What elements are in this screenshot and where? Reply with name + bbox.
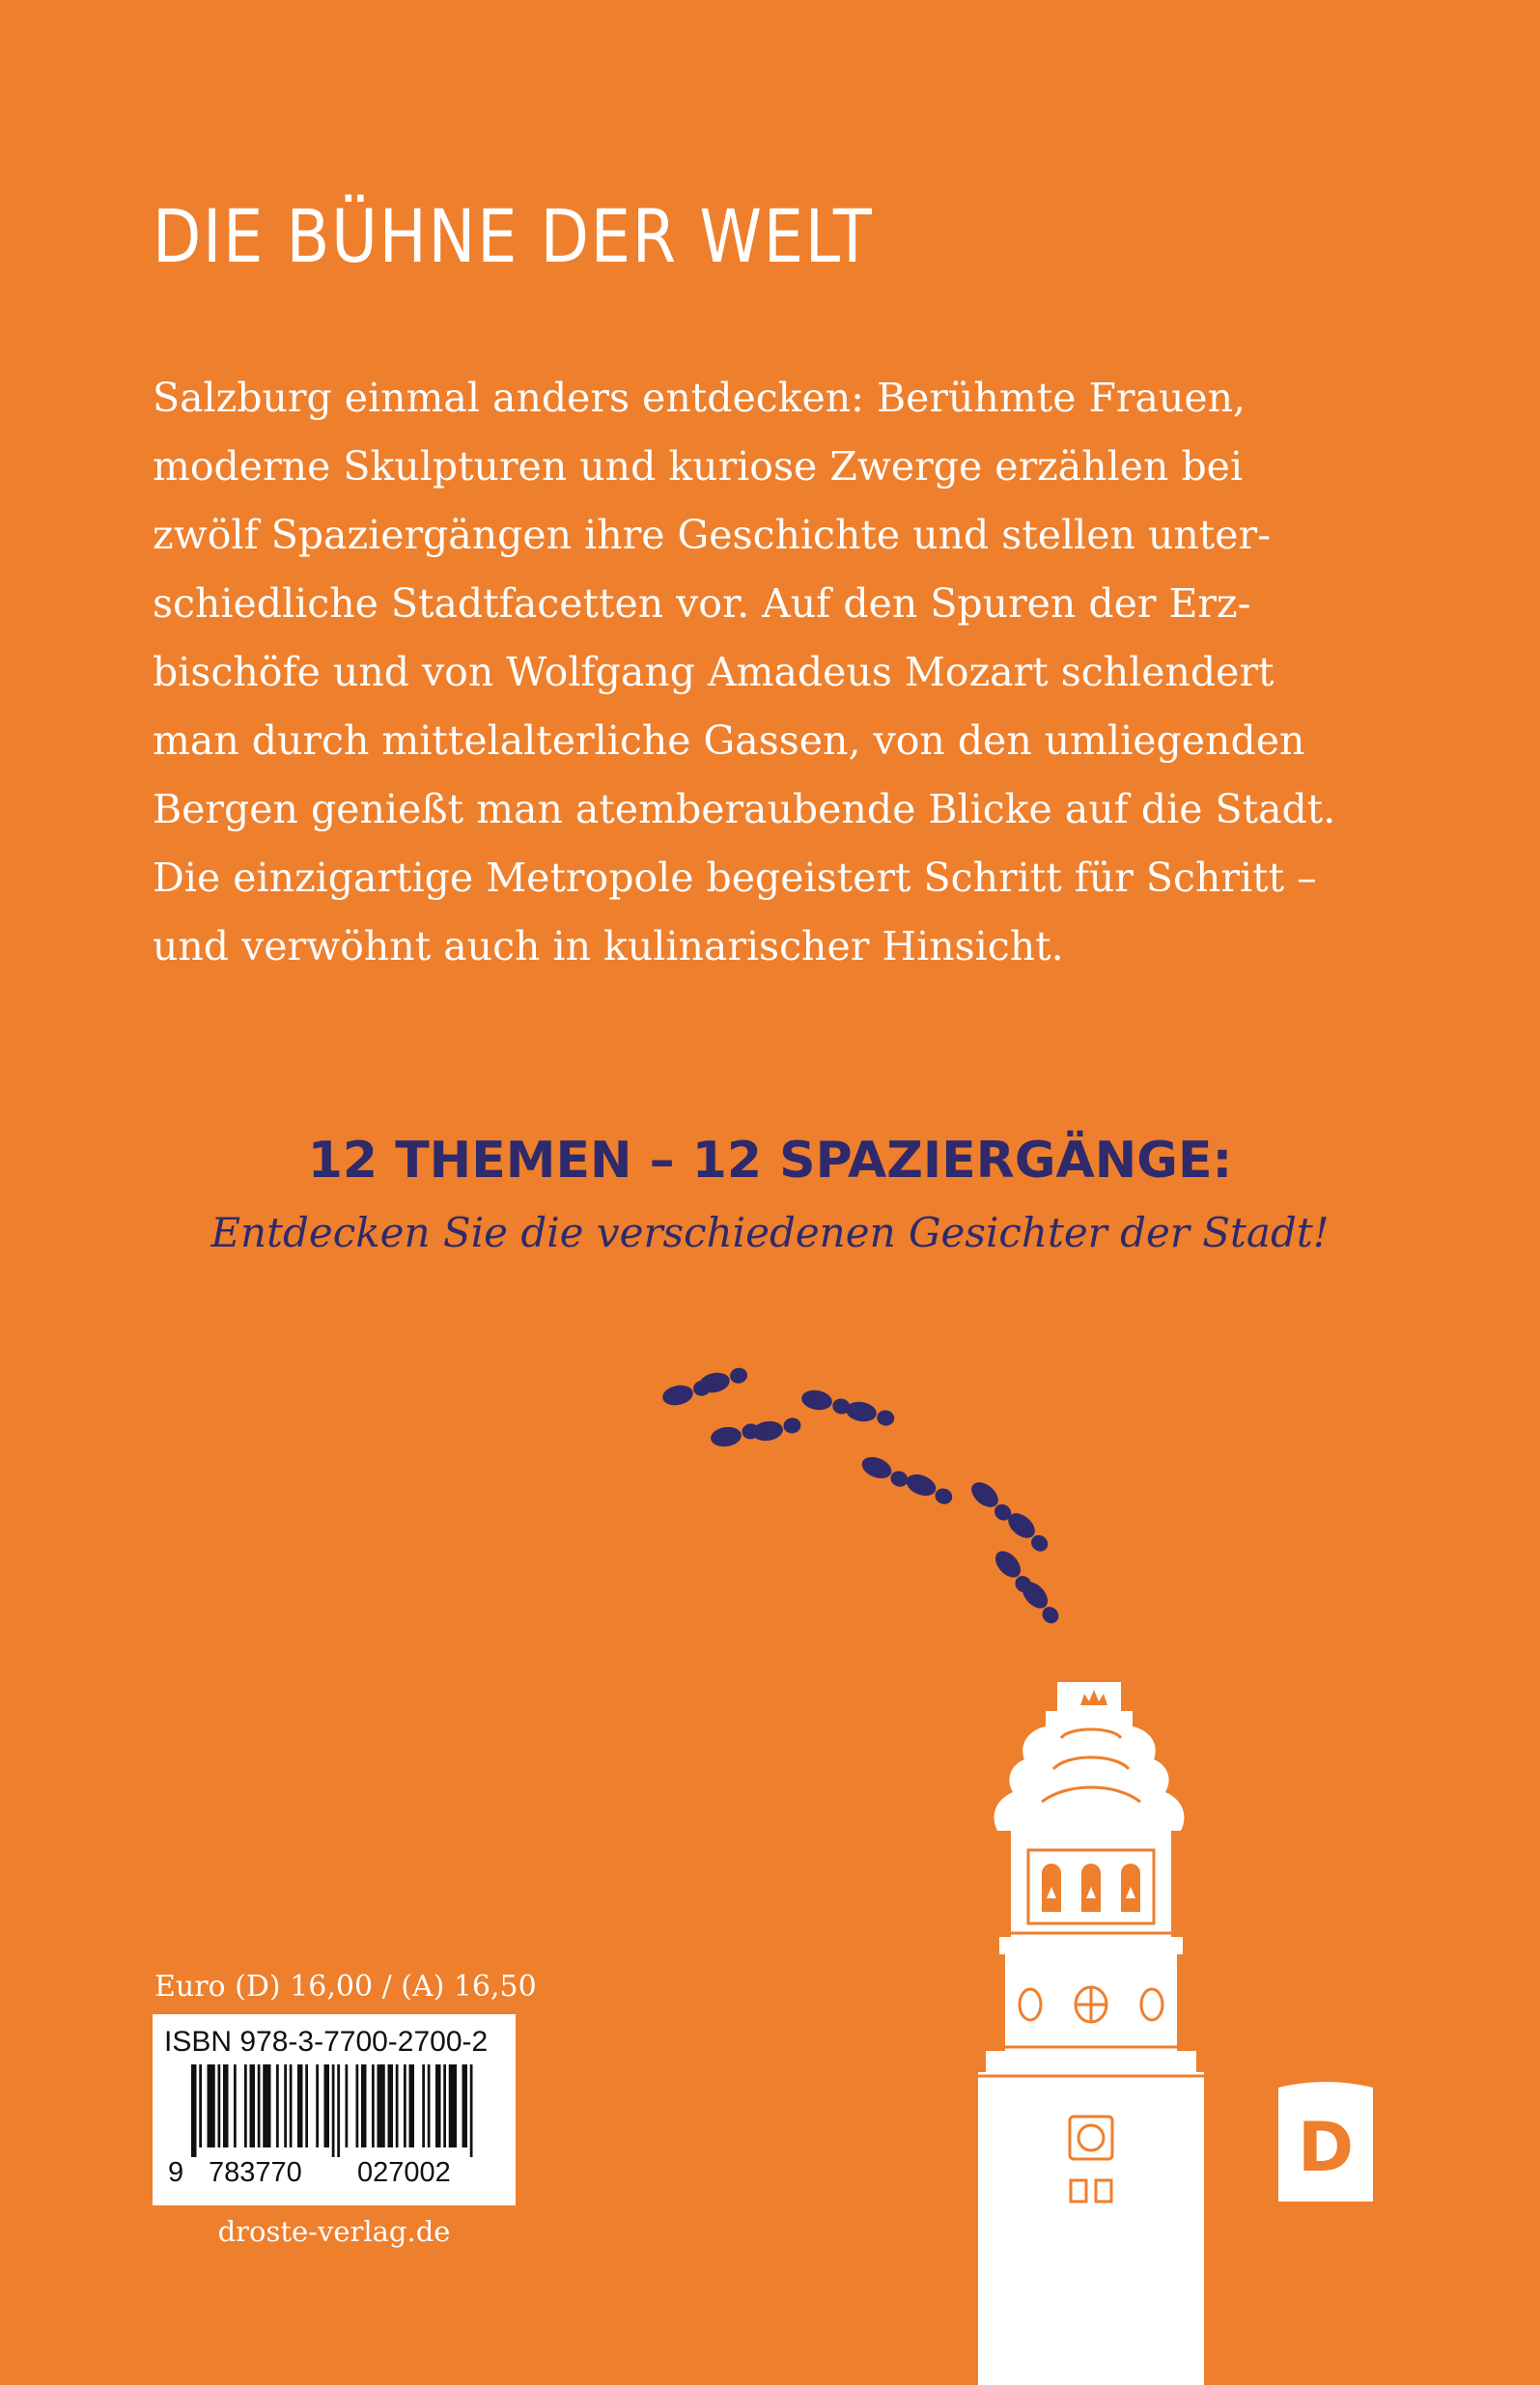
barcode-bar — [284, 2064, 287, 2147]
blurb-line: moderne Skulpturen und kuriose Zwerge erzählen bei — [153, 443, 1244, 490]
blurb-line: schiedliche Stadtfacetten vor. Auf den Spuren der Erz- — [153, 580, 1251, 627]
barcode-bar — [346, 2064, 349, 2147]
barcode-bar — [208, 2064, 215, 2147]
barcode-bar — [324, 2064, 330, 2147]
barcode-bar — [199, 2064, 202, 2147]
blurb-line: und verwöhnt auch in kulinarischer Hinsicht. — [153, 923, 1064, 969]
barcode-bar — [258, 2064, 261, 2147]
publisher-logo-icon — [1278, 2076, 1373, 2202]
barcode-bar — [372, 2064, 375, 2147]
barcode-bar — [297, 2064, 303, 2147]
price-label: Euro (D) 16,00 / (A) 16,50 — [154, 1970, 537, 2004]
blurb-line: bischöfe und von Wolfgang Amadeus Mozart schlendert — [153, 649, 1274, 695]
blurb — [153, 364, 1524, 981]
barcode-bar — [337, 2064, 340, 2157]
barcode-bar — [276, 2064, 279, 2147]
barcode-bar — [388, 2064, 394, 2147]
isbn-number: ISBN 978-3-7700-2700-2 — [164, 2026, 489, 2058]
barcode-bar — [435, 2064, 441, 2147]
barcode-bar — [449, 2064, 457, 2147]
barcode-digits — [153, 2157, 516, 2196]
barcode-bar — [332, 2064, 335, 2157]
barcode-bar — [396, 2064, 399, 2147]
barcode-first-digit: 9 — [168, 2157, 184, 2188]
barcode-bar — [404, 2064, 406, 2147]
barcode-bar — [356, 2064, 359, 2147]
barcode-left-group: 783770 — [209, 2157, 302, 2188]
blurb-line: Die einzigartige Metropole begeistert Schritt für Schritt – — [153, 855, 1317, 901]
barcode-bar — [250, 2064, 256, 2147]
publisher-logo-letter: D — [1297, 2108, 1355, 2187]
barcode-bar — [234, 2064, 237, 2147]
clock-tower-icon — [961, 1680, 1221, 2385]
barcode-bar — [422, 2064, 425, 2147]
barcode-bar — [263, 2064, 270, 2147]
barcode-icon — [153, 2064, 516, 2157]
barcode-bar — [428, 2064, 431, 2147]
barcode-bar — [223, 2064, 229, 2147]
barcode-bar — [244, 2064, 247, 2147]
barcode-panel — [153, 2014, 516, 2205]
blurb-line: Bergen genießt man atemberaubende Blicke auf die Stadt. — [153, 786, 1336, 832]
barcode-bar — [218, 2064, 221, 2147]
themes-headline: 12 THEMEN – 12 SPAZIERGÄNGE: — [307, 1132, 1233, 1190]
barcode-bar — [316, 2064, 319, 2147]
barcode-bar — [462, 2064, 468, 2147]
barcode-bar — [470, 2064, 473, 2157]
barcode-bar — [378, 2064, 385, 2147]
barcode-right-group: 027002 — [357, 2157, 451, 2188]
blurb-line: Salzburg einmal anders entdecken: Berühmte Frauen, — [153, 375, 1246, 421]
barcode-bar — [305, 2064, 308, 2147]
cover-title: DIE BÜHNE DER WELT — [153, 193, 874, 279]
barcode-bar — [443, 2064, 446, 2147]
barcode-bar — [409, 2064, 415, 2147]
barcode-bar — [361, 2064, 367, 2147]
blurb-line: zwölf Spaziergängen ihre Geschichte und stellen unter- — [153, 512, 1271, 558]
barcode-bar — [290, 2064, 293, 2147]
publisher-website: droste-verlag.de — [217, 2215, 451, 2248]
blurb-line: man durch mittelalterliche Gassen, von den umliegenden — [153, 717, 1305, 764]
barcode-bar — [191, 2064, 197, 2157]
themes-subline: Entdecken Sie die verschiedenen Gesichter der Stadt! — [210, 1209, 1330, 1256]
footsteps-icon — [637, 1361, 1081, 1641]
